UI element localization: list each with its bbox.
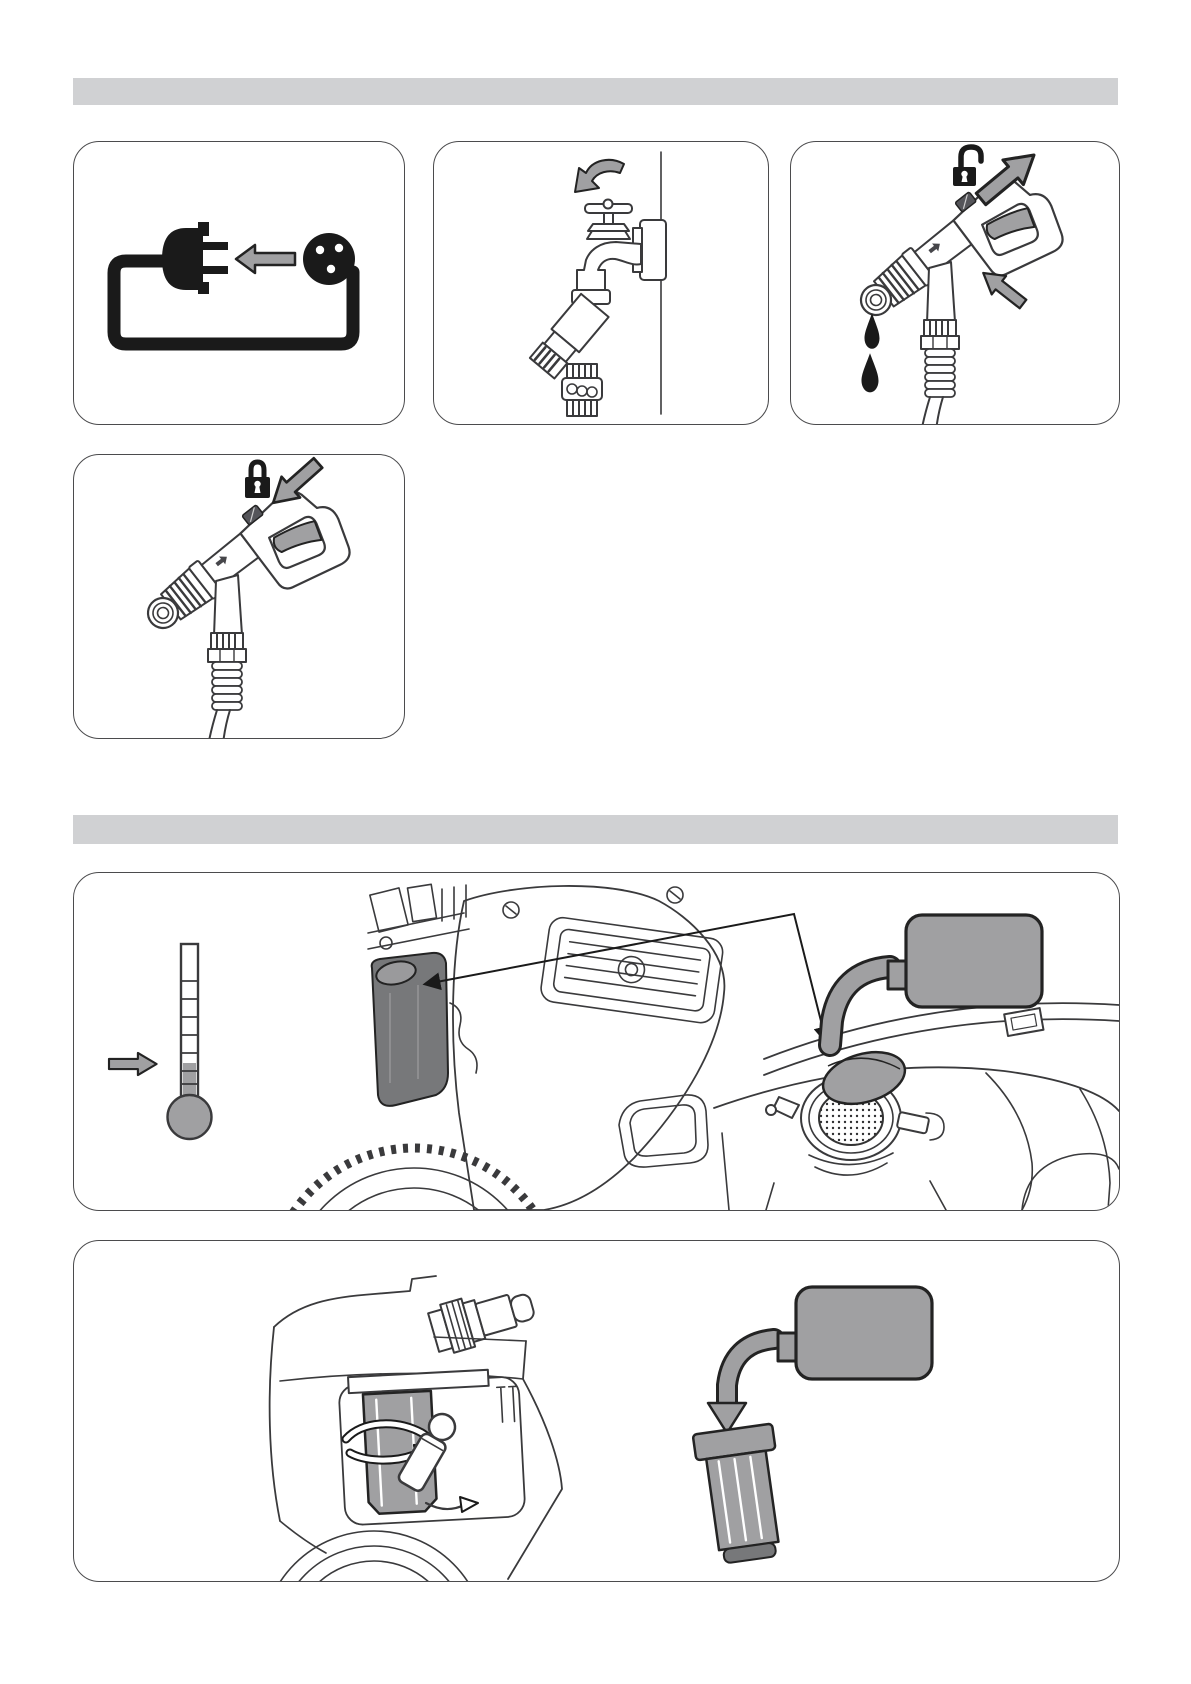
machine-compartment-illustration <box>262 1276 562 1581</box>
detergent-tank <box>372 953 448 1106</box>
panel-release-pressure <box>790 141 1120 425</box>
panel-fill-detergent-tank <box>73 872 1120 1211</box>
detergent-bottle-icon <box>778 1287 932 1379</box>
detergent-bottle-icon <box>888 915 1042 1007</box>
hose-outlet-connector <box>427 1280 539 1356</box>
thermometer-icon <box>168 944 212 1139</box>
release-pressure-pictogram <box>791 142 1119 424</box>
padlock-closed-icon <box>245 462 270 498</box>
arrow-right-icon <box>109 1053 157 1075</box>
padlock-open-icon <box>953 147 981 186</box>
wheel-arcs <box>262 1531 486 1581</box>
water-drops-icon <box>862 313 880 392</box>
pump-internals <box>368 884 469 949</box>
arrow-left-icon <box>236 245 295 273</box>
suction-filter-icon <box>693 1424 791 1566</box>
power-plug-icon <box>162 222 228 294</box>
rotate-arrow-icon <box>575 160 624 192</box>
spray-gun-icon <box>847 157 1075 424</box>
lock-trigger-pictogram <box>74 455 404 738</box>
unplug-power-pictogram <box>74 142 404 424</box>
pressure-washer-illustration <box>269 884 724 1210</box>
power-socket-icon <box>303 233 355 285</box>
panel-suction-filter <box>73 1240 1120 1582</box>
water-tap-icon <box>572 200 641 305</box>
bottle-and-filter <box>693 1287 932 1565</box>
section-heading-bar <box>73 78 1118 105</box>
fill-detergent-pictogram <box>74 873 1119 1210</box>
section-heading-bar <box>73 815 1118 844</box>
filler-opening-illustration <box>714 1003 1119 1210</box>
quick-hose-connector-icon <box>528 294 608 416</box>
spray-gun-icon <box>134 470 362 738</box>
panel-lock-trigger <box>73 454 405 739</box>
suction-filter-pictogram <box>74 1241 1119 1581</box>
panel-close-tap <box>433 141 769 425</box>
close-tap-pictogram <box>434 142 768 424</box>
panel-unplug-power <box>73 141 405 425</box>
callout-arrows <box>426 914 826 1041</box>
